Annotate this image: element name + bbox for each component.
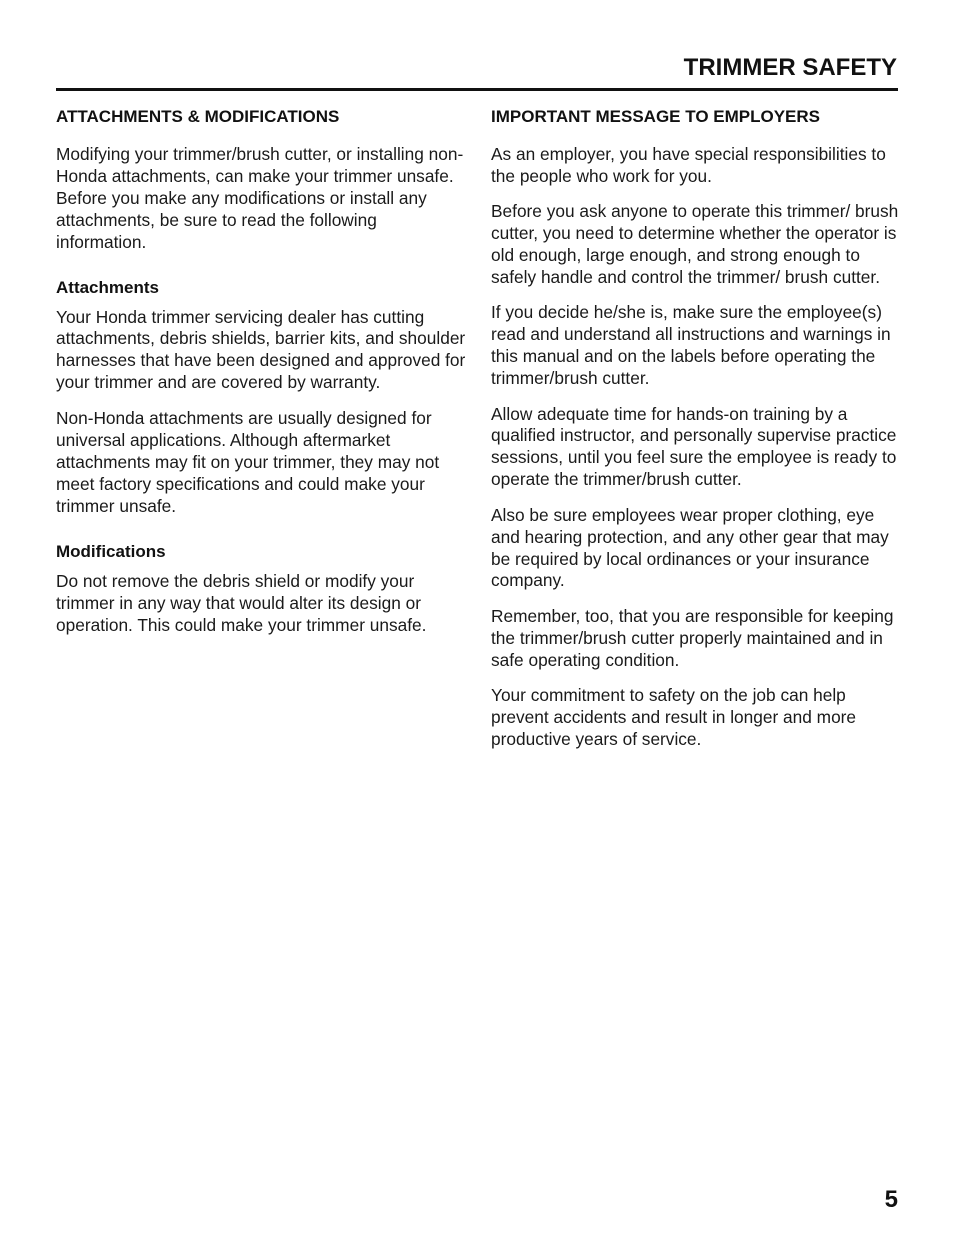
- title-divider: [56, 88, 898, 91]
- attachments-paragraph: Non-Honda attachments are usually designed for universal applications. Although aftermarket attachments may fit on your trimmer, they may not meet factory specifications and could make your trimmer unsafe.: [56, 408, 440, 516]
- intro-paragraph: Modifying your trimmer/brush cutter, or installing non-Honda attachments, can make your trimmer unsafe. Before you make any modifications or install any attachments, be sure to read the following information.: [56, 144, 464, 252]
- employers-paragraph: Remember, too, that you are responsible for keeping the trimmer/brush cutter properly maintained and in safe operating condition.: [491, 605, 894, 670]
- attachments-paragraph: Your Honda trimmer servicing dealer has cutting attachments, debris shields, barrier kits, and shoulder harnesses that have been designed and approved for your trimmer and are covered by warranty.: [56, 306, 466, 393]
- page-title: TRIMMER SAFETY: [683, 54, 897, 81]
- employers-paragraph: Allow adequate time for hands-on training by a qualified instructor, and personally supervise practice sessions, until you feel sure the employee is ready to operate the trimmer/brush cutter.: [491, 403, 897, 490]
- section-heading-attachments-modifications: ATTACHMENTS & MODIFICATIONS: [56, 107, 340, 126]
- subheading-attachments: Attachments: [56, 277, 159, 297]
- modifications-paragraph: Do not remove the debris shield or modify your trimmer in any way that would alter its design or operation. This could make your trimmer unsafe.: [56, 570, 427, 635]
- subheading-modifications: Modifications: [56, 541, 166, 561]
- employers-paragraph: Also be sure employees wear proper clothing, eye and hearing protection, and any other gear that may be required by local ordinances or your insurance company.: [491, 504, 889, 591]
- page-number: 5: [884, 1186, 898, 1213]
- left-column: [56, 106, 468, 636]
- right-column: [491, 106, 903, 751]
- employers-paragraph: If you decide he/she is, make sure the employee(s) read and understand all instructions and warnings in this manual and on the labels before operating the trimmer/brush cutter.: [491, 302, 891, 389]
- employers-paragraph: Your commitment to safety on the job can help prevent accidents and result in longer and more productive years of service.: [491, 685, 857, 749]
- section-heading-employers: IMPORTANT MESSAGE TO EMPLOYERS: [491, 107, 821, 126]
- employers-paragraph: As an employer, you have special responsibilities to the people who work for you.: [491, 144, 886, 186]
- employers-paragraph: Before you ask anyone to operate this trimmer/ brush cutter, you need to determine whether the operator is old enough, large enough, and strong enough to safely handle and control the trimmer/ brush cutter.: [491, 201, 899, 288]
